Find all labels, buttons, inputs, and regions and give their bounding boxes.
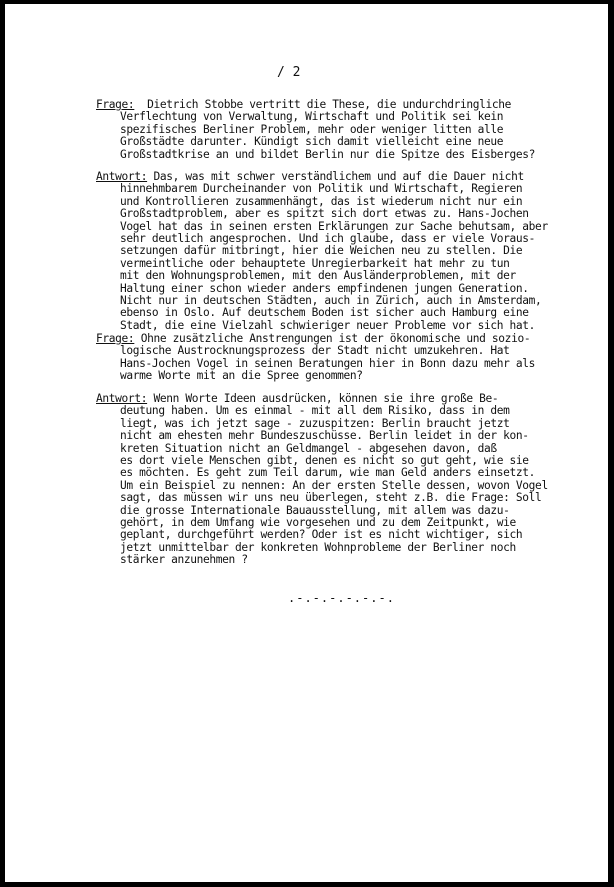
speaker-label: Frage: [96,98,135,111]
text-line: Das, was mit schwer verständlichem und auf die Dauer nicht [147,170,524,183]
text-line: stärker anzunehmen ? [120,553,248,567]
text-line: es dort viele Menschen gibt, denen es nicht so gut geht, wie sie [120,454,529,468]
text-line: jetzt unmittelbar der konkreten Wohnprobleme der Berliner noch [120,540,516,554]
speaker-label: Antwort: [96,170,148,183]
text-line: gehört, in dem Umfang wie vorgesehen und zu dem Zeitpunkt, wie [120,516,516,530]
text-line: Um ein Beispiel zu nennen: An der ersten Stelle dessen, wovon Vogel [120,478,548,492]
text-line: mit den Wohnungsproblemen, mit den Ausländerproblemen, mit der [120,269,516,283]
text-line: die grosse Internationale Bauausstellung, mit allem was dazu- [120,503,510,517]
text-line: Großstädte darunter. Kündigt sich damit vielleicht eine neue [120,135,504,149]
speaker-label: Antwort: [96,392,148,405]
question-2 [96,333,576,383]
text-line: Großstadtkrise an und bildet Berlin nur die Spitze des Eisberges? [120,147,536,161]
text-line: Wenn Worte Ideen ausdrücken, können sie ihre große Be- [147,392,499,405]
text-line: hinnehmbarem Durcheinander von Politik und Wirtschaft, Regieren [120,182,523,196]
document-page [5,4,608,882]
text-line: logische Austrocknungsprozess der Stadt nicht umzukehren. Hat [120,344,510,358]
text-line: Verflechtung von Verwaltung, Wirtschaft und Politik sei kein [120,110,504,124]
answer-2 [96,393,576,567]
text-line: kreten Situation nicht an Geldmangel - abgesehen davon, daß [120,441,497,455]
text-line: nicht am ehesten mehr Bundeszuschüsse. Berlin leidet in der kon- [120,429,529,443]
text-line: deutung haben. Um es einmal - mit all dem Risiko, dass in dem [120,404,510,418]
text-line: Hans-Jochen Vogel in seinen Beratungen hier in Bonn dazu mehr als [120,356,536,370]
text-line: Ohne zusätzliche Anstrengungen ist der ökonomische und sozio- [134,332,531,345]
text-line: Stadt, die eine Vielzahl schwieriger neuer Probleme vor sich hat. [120,318,536,332]
text-line: Haltung einer schon wieder anders empfindenen jungen Generation. [120,281,529,295]
text-line: Dietrich Stobbe vertritt die These, die undurchdringliche [134,98,512,111]
speaker-label: Frage: [96,332,135,345]
text-line: Nicht nur in deutschen Städten, auch in Zürich, auch in Amsterdam, [120,294,542,308]
text-line: setzungen dafür mitbringt, hier die Weichen neu zu stellen. Die [120,244,523,258]
answer-1 [96,171,576,332]
text-line: es möchten. Es geht zum Teil darum, wie man Geld anders einsetzt. [120,466,536,480]
text-line: warme Worte mit an die Spree genommen? [120,369,363,383]
text-line: liegt, was ich jetzt sage - zuzuspitzen: Berlin braucht jetzt [120,416,510,430]
text-line: und Kontrollieren zusammenhängt, das ist wiederum nicht nur ein [120,194,523,208]
text-line: sagt, das müssen wir uns neu überlegen, steht z.B. die Frage: Soll [120,491,542,505]
page-number: / 2 [277,65,301,80]
text-line: geplant, durchgeführt werden? Oder ist es nicht wichtiger, sich [120,528,523,542]
text-line: Großstadtproblem, aber es spitzt sich dort etwas zu. Hans-Jochen [120,207,529,221]
text-line: spezifisches Berliner Problem, mehr oder weniger litten alle [120,122,504,136]
text-line: sehr deutlich angesprochen. Und ich glaube, dass er viele Voraus- [120,232,536,246]
text-line: Vogel hat das in seinen ersten Erklärungen zur Sache behutsam, aber [120,219,548,233]
text-line: ebenso in Oslo. Auf deutschem Boden ist sicher auch Hamburg eine [120,306,529,320]
end-of-text-mark: .-.-.-.-.-.-. [288,591,395,605]
text-line: vermeintliche oder behauptete Unregierbarkeit hat mehr zu tun [120,256,510,270]
question-1 [96,99,576,161]
